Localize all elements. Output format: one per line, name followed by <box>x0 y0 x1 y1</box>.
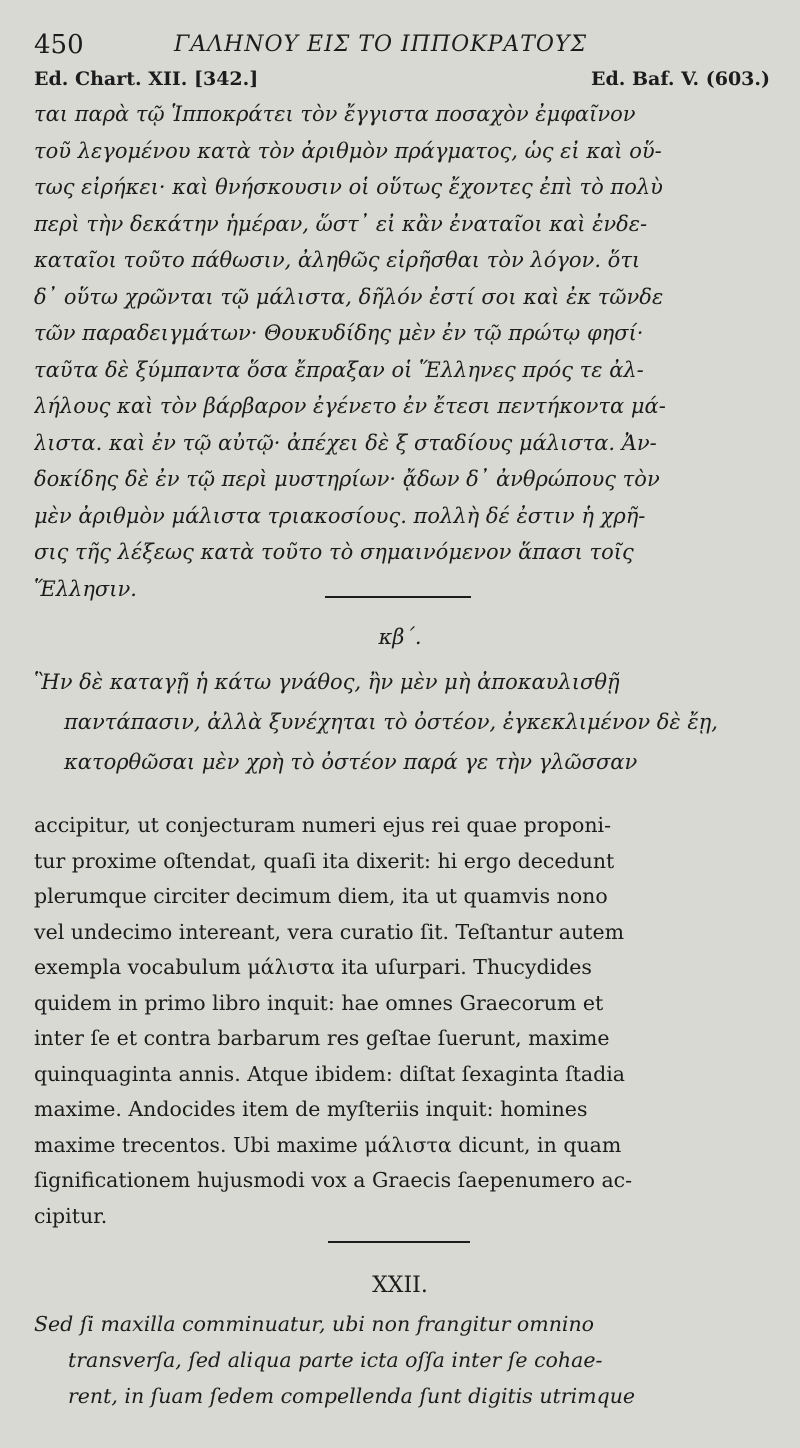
latin-commentary <box>34 808 766 1234</box>
latin-line: quidem in primo libro inquit: hae omnes Graecorum et <box>34 990 604 1015</box>
edition-chartier: Ed. Chart. XII. [342.] <box>34 68 259 90</box>
greek-lemma <box>34 662 774 782</box>
latin-line: vel undecimo intereant, vera curatio ſit. Teſtantur autem <box>34 919 625 944</box>
greek-line: μὲν ἀριθμὸν μάλιστα τριακοσίους. πολλὴ δέ ἐστιν ἡ χρῆ- <box>34 503 646 528</box>
lemma-line: παντάπασιν, ἀλλὰ ξυνέχηται τὸ ὀστέον, ἐγκεκλιμένον δὲ ἔῃ, <box>64 710 718 734</box>
latin-lemma <box>34 1306 774 1414</box>
latin-line: exempla vocabulum μάλιστα ita uſurpari. Thucydides <box>34 955 592 979</box>
latin-section-number: XXII. <box>372 1273 428 1298</box>
greek-line: δ᾽ οὕτω χρῶνται τῷ μάλιστα, δῆλόν ἐστί σοι καὶ ἐκ τῶνδε <box>34 284 664 309</box>
greek-commentary <box>34 96 766 607</box>
edition-basel: Ed. Baf. V. (603.) <box>591 68 770 90</box>
latin-line: cipitur. <box>34 1203 108 1228</box>
greek-line: τοῦ λεγομένου κατὰ τὸν ἀριθμὸν πράγματος, ὡς εἰ καὶ οὕ- <box>34 138 662 163</box>
greek-line: καταῖοι τοῦτο πάθωσιν, ἀληθῶς εἰρῆσθαι τὸν λόγον. ὅτι <box>34 248 641 272</box>
latin-line: inter ſe et contra barbarum res geſtae ſuerunt, maxime <box>34 1026 610 1050</box>
section-divider <box>325 596 471 598</box>
latin-line: ſignificationem hujusmodi vox a Graecis ſaepenumero ac- <box>34 1168 633 1192</box>
edition-references <box>34 68 770 96</box>
latin-line: maxime trecentos. Ubi maxime μάλιστα dicunt, in quam <box>34 1132 622 1157</box>
greek-line: ταῦτα δὲ ξύμπαντα ὅσα ἔπραξαν οἱ Ἕλληνες πρός τε ἀλ- <box>34 357 644 382</box>
lemma-line: transverſa, ſed aliqua parte icta oſſa inter ſe cohae- <box>68 1348 603 1372</box>
running-title: ΓΑΛΗΝΟΥ ΕΙΣ ΤΟ ΙΠΠΟΚΡΑΤΟΥΣ <box>174 32 588 57</box>
page-header <box>34 30 770 66</box>
greek-section-number: κβ΄. <box>378 625 422 649</box>
latin-line: maxime. Andocides item de myſteriis inquit: homines <box>34 1097 588 1121</box>
greek-line: λιστα. καὶ ἐν τῷ αὐτῷ· ἀπέχει δὲ ξ σταδίους μάλιστα. Ἀν- <box>34 430 657 455</box>
greek-line: λήλους καὶ τὸν βάρβαρον ἐγένετο ἐν ἔτεσι πεντήκοντα μά- <box>34 394 666 418</box>
lemma-line: rent, in ſuam ſedem compellenda ſunt digitis utrimque <box>68 1384 636 1408</box>
greek-line: περὶ τὴν δεκάτην ἡμέραν, ὥστ᾽ εἰ κἂν ἐναταῖοι καὶ ἐνδε- <box>34 211 648 236</box>
section-divider <box>328 1241 470 1243</box>
latin-line: plerumque circiter decimum diem, ita ut quamvis nono <box>34 884 608 908</box>
greek-line: σις τῆς λέξεως κατὰ τοῦτο τὸ σημαινόμενον ἅπασι τοῖς <box>34 540 634 564</box>
latin-line: accipitur, ut conjecturam numeri ejus rei quae proponi- <box>34 813 612 837</box>
greek-line: δοκίδης δὲ ἐν τῷ περὶ μυστηρίων· ᾄδων δ᾽ ἀνθρώπους τὸν <box>34 467 660 491</box>
lemma-line: κατορθῶσαι μὲν χρὴ τὸ ὀστέον παρά γε τὴν γλῶσσαν <box>64 750 638 774</box>
greek-line: Ἕλλησιν. <box>34 576 137 601</box>
page-number: 450 <box>34 30 84 60</box>
greek-line: τῶν παραδειγμάτων· Θουκυδίδης μὲν ἐν τῷ πρώτῳ φησί· <box>34 321 644 345</box>
lemma-line: Ἣν δὲ καταγῇ ἡ κάτω γνάθος, ἢν μὲν μὴ ἀποκαυλισθῇ <box>34 670 620 694</box>
greek-line: ται παρὰ τῷ Ἱπποκράτει τὸν ἔγγιστα ποσαχὸν ἐμφαῖνον <box>34 102 636 126</box>
lemma-line: Sed ſi maxilla comminuatur, ubi non frangitur omnino <box>34 1312 595 1336</box>
greek-line: τως εἰρήκει· καὶ θνήσκουσιν οἱ οὕτως ἔχοντες ἐπὶ τὸ πολὺ <box>34 175 663 199</box>
latin-line: quinquaginta annis. Atque ibidem: diſtat ſexaginta ſtadia <box>34 1061 626 1086</box>
latin-line: tur proxime oſtendat, quaſi ita dixerit: hi ergo decedunt <box>34 848 615 873</box>
